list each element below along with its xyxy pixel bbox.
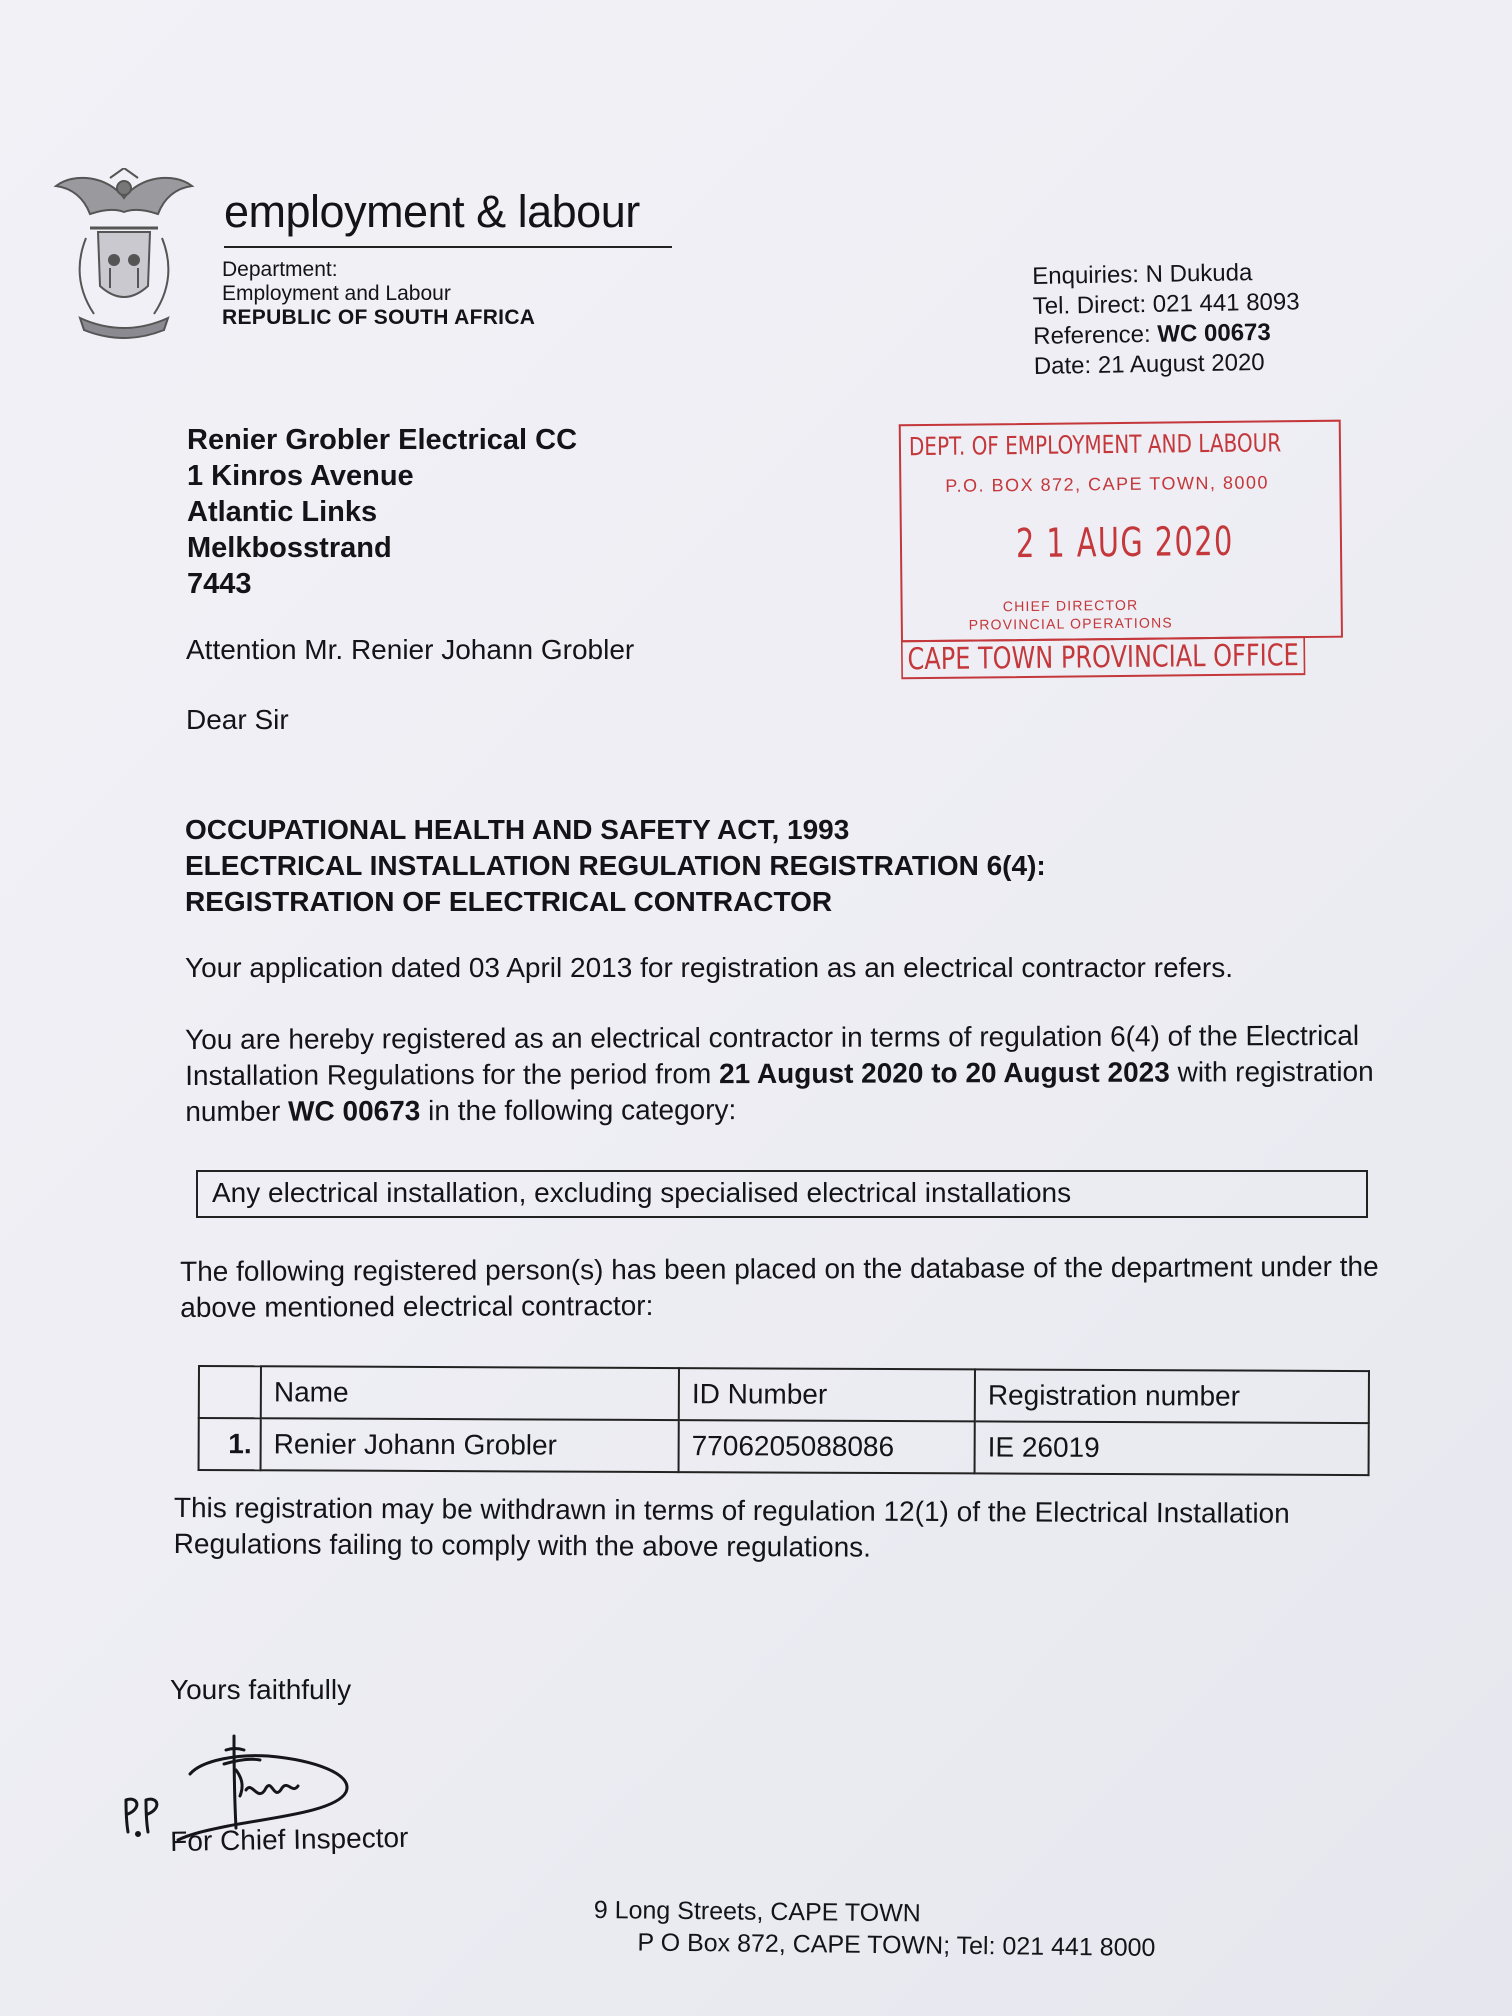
signatory-line: For Chief Inspector xyxy=(170,1821,409,1857)
category-box: Any electrical installation, excluding specialised electrical installations xyxy=(196,1170,1368,1218)
withdrawal-paragraph: This registration may be withdrawn in terms of regulation 12(1) of the Electrical Installation Regulations failing to comply with the above regulations. xyxy=(173,1492,1290,1563)
stamp-po-box-line: P.O. BOX 872, CAPE TOWN, 8000 xyxy=(945,472,1270,496)
coat-of-arms-emblem xyxy=(50,168,198,344)
stamp-chief-line: CHIEF DIRECTOR xyxy=(1002,596,1139,615)
registration-text-3: in the following category: xyxy=(420,1094,737,1127)
header-registration-number: Registration number xyxy=(975,1369,1369,1423)
recipient-town: Melkbosstrand xyxy=(187,532,392,564)
department-block xyxy=(222,258,535,330)
tel-direct-line: Tel. Direct: 021 441 8093 xyxy=(1032,288,1300,320)
reference-value: WC 00673 xyxy=(1157,318,1271,348)
department-full-name: Employment and Labour xyxy=(222,282,451,305)
row-name: Renier Johann Grobler xyxy=(261,1418,679,1472)
reference-line xyxy=(1033,317,1300,352)
registration-number: WC 00673 xyxy=(287,1095,421,1127)
recipient-address xyxy=(187,422,577,602)
recipient-area: Atlantic Links xyxy=(187,496,378,528)
closing-line: Yours faithfully xyxy=(170,1674,352,1705)
header-divider xyxy=(224,246,672,248)
registration-text-1: You are hereby registered as an electrical contractor in terms of regulation 6(4) of the Electrical Installation Regulations for the period from xyxy=(185,1019,1360,1091)
stamp-date: 2 1 AUG 2020 xyxy=(1015,518,1234,568)
stamp-department-line: DEPT. OF EMPLOYMENT AND LABOUR xyxy=(908,428,1282,462)
country-name: REPUBLIC OF SOUTH AFRICA xyxy=(222,306,536,329)
subject-line-2: ELECTRICAL INSTALLATION REGULATION REGISTRATION 6(4): xyxy=(185,850,1046,881)
footer-street: 9 Long Streets, CAPE TOWN xyxy=(593,1895,921,1928)
enquiries-line: Enquiries: N Dukuda xyxy=(1032,259,1253,290)
application-paragraph: Your application dated 03 April 2013 for registration as an electrical contractor refers. xyxy=(185,952,1234,983)
subject-line-1: OCCUPATIONAL HEALTH AND SAFETY ACT, 1993 xyxy=(185,814,850,845)
attention-line: Attention Mr. Renier Johann Grobler xyxy=(186,634,635,665)
header-number xyxy=(199,1366,261,1418)
stamp-chief-director xyxy=(901,595,1241,635)
salutation: Dear Sir xyxy=(186,704,289,735)
reference-label: Reference: xyxy=(1033,320,1158,350)
subject-line-3: REGISTRATION OF ELECTRICAL CONTRACTOR xyxy=(185,886,833,917)
reference-block xyxy=(1032,257,1301,382)
registered-persons-table xyxy=(198,1365,1370,1476)
row-id-number: 7706205088086 xyxy=(679,1420,975,1473)
database-paragraph: The following registered person(s) has been placed on the database of the department under the above mentioned electrical contractor: xyxy=(180,1250,1379,1323)
department-label: Department: xyxy=(222,258,338,281)
department-date-stamp xyxy=(899,420,1342,678)
date-line: Date: 21 August 2020 xyxy=(1033,348,1265,380)
footer-po-box: P O Box 872, CAPE TOWN; Tel: 021 441 8000 xyxy=(637,1928,1156,1962)
header-id-number: ID Number xyxy=(679,1368,975,1421)
table-header-row xyxy=(199,1366,1369,1423)
registration-period: 21 August 2020 to 20 August 2023 xyxy=(718,1056,1170,1090)
recipient-postal-code: 7443 xyxy=(187,568,252,600)
registration-text-2: with registration number xyxy=(185,1055,1374,1127)
department-wordmark: employment & labour xyxy=(224,186,640,237)
stamp-operations-line: PROVINCIAL OPERATIONS xyxy=(968,614,1173,633)
row-number: 1. xyxy=(199,1418,261,1470)
header-name: Name xyxy=(261,1366,679,1420)
recipient-street: 1 Kinros Avenue xyxy=(187,460,414,492)
stamp-office-line: CAPE TOWN PROVINCIAL OFFICE xyxy=(901,636,1305,679)
footer-address xyxy=(593,1894,1156,1964)
row-registration-number: IE 26019 xyxy=(975,1421,1369,1475)
table-row xyxy=(199,1418,1369,1475)
registration-paragraph xyxy=(185,1018,1385,1130)
recipient-company: Renier Grobler Electrical CC xyxy=(187,424,578,456)
subject-heading xyxy=(185,812,1046,920)
